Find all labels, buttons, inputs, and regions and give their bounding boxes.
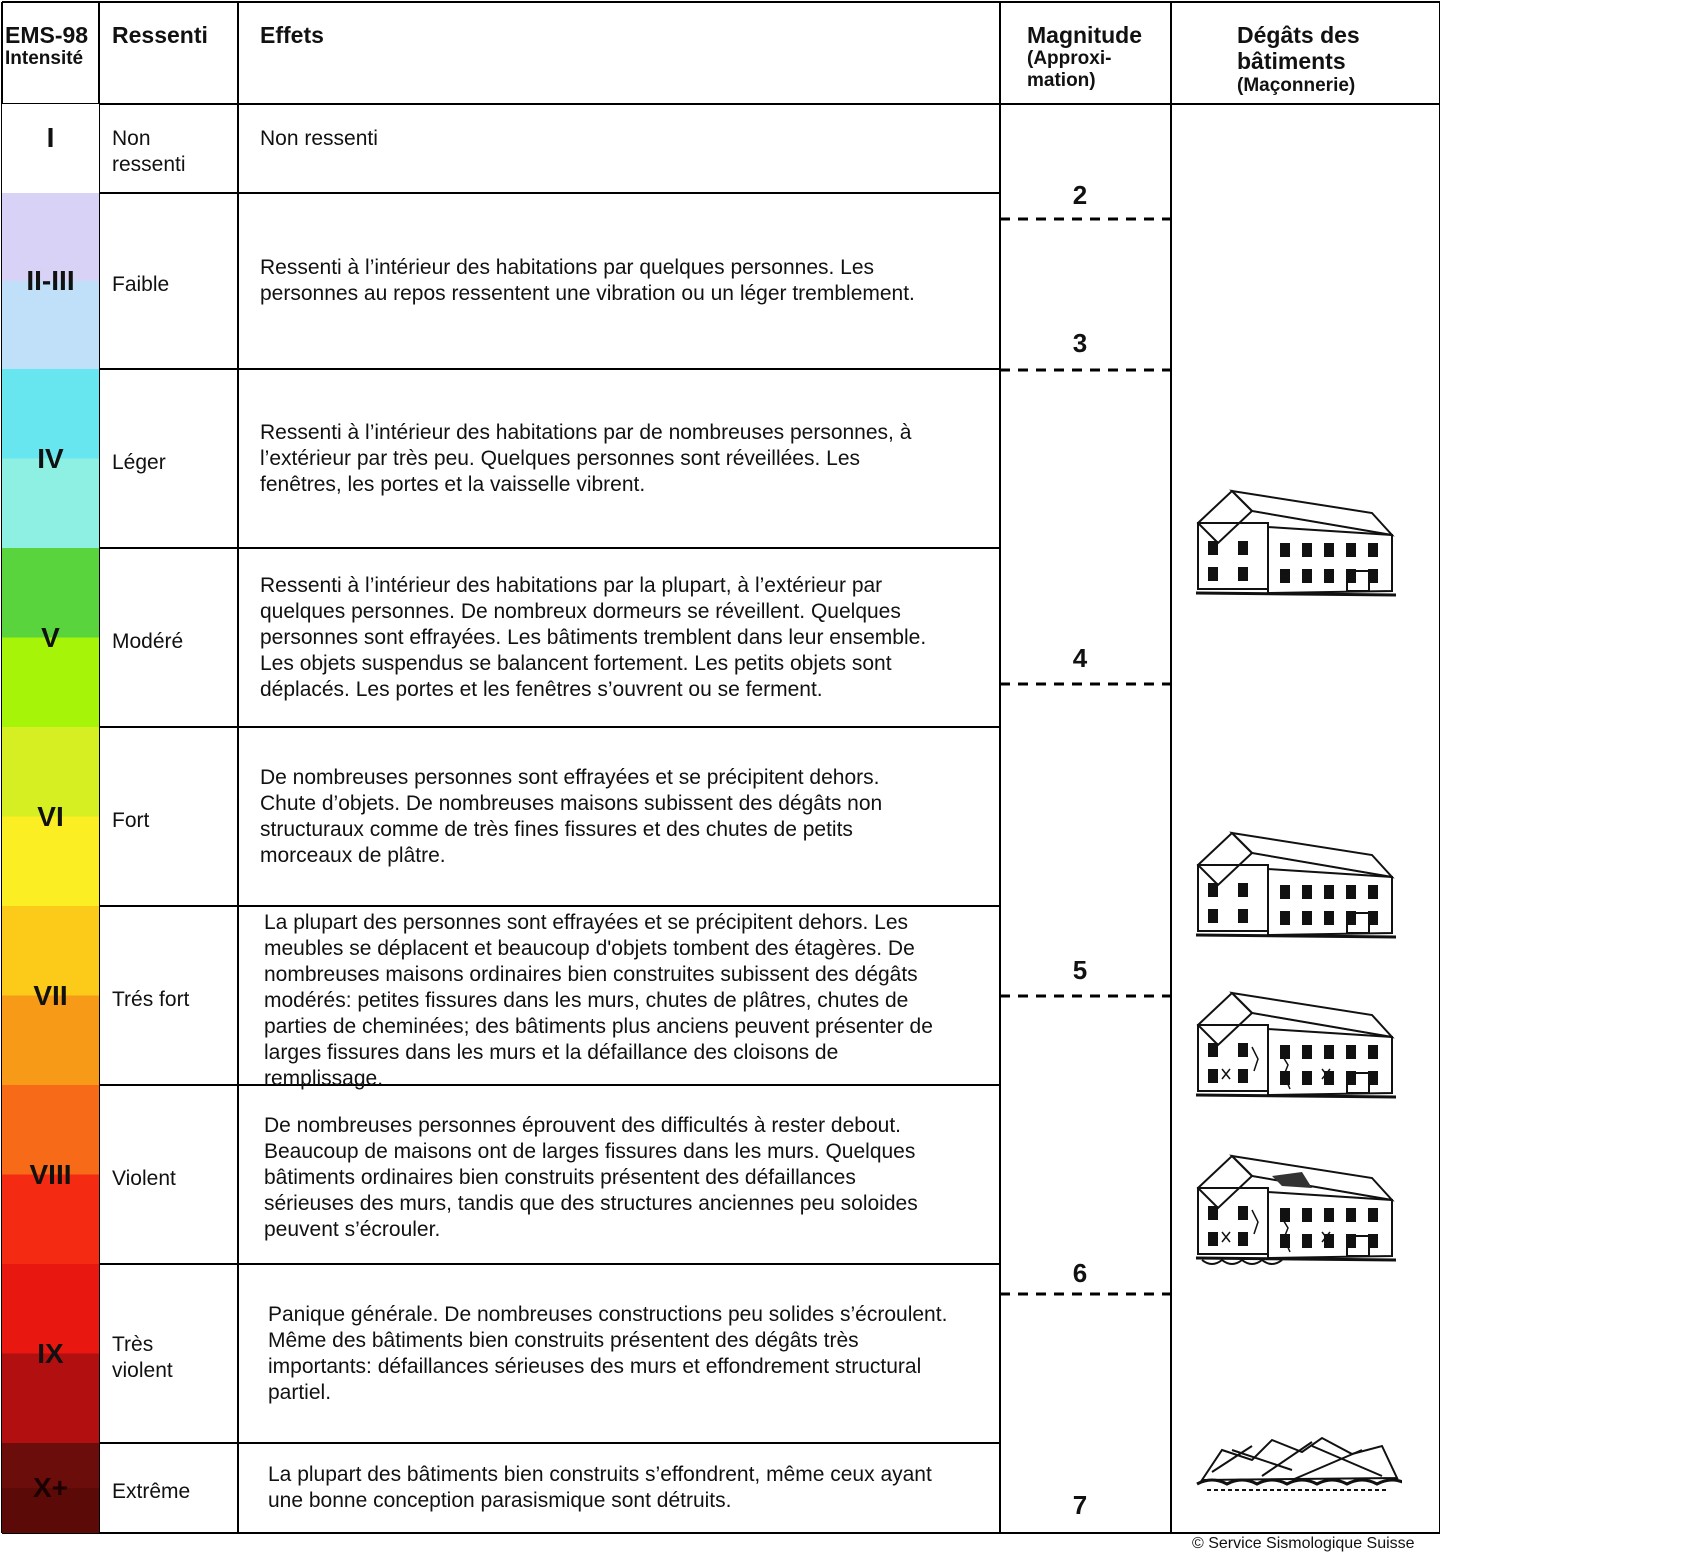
magnitude-value: 3: [1072, 328, 1088, 358]
magnitude-sub1: (Approxi-: [1027, 48, 1112, 70]
effects-line: bâtiments ordinaires bien construits présentent des défaillances: [264, 1166, 856, 1189]
effects-cell: [260, 765, 882, 869]
effects-line: Même des bâtiments bien construits présentent des dégâts très: [268, 1328, 859, 1352]
magnitude-sub2: mation): [1027, 70, 1096, 92]
effects-line: déplacés. Les portes et les fenêtres s’ouvrent ou se ferment.: [260, 677, 823, 701]
effects-line: structuraux comme de très fines fissures et des chutes de petits: [260, 817, 853, 841]
felt-line: Non: [112, 127, 151, 150]
effects-line: De nombreuses personnes sont effrayées et se précipitent dehors.: [260, 765, 880, 789]
magnitude-value: 4: [1072, 643, 1088, 673]
intensity-cell-viii: [2, 1085, 99, 1264]
effects-line: Panique générale. De nombreuses constructions peu solides s’écroulent.: [268, 1302, 948, 1326]
cracked-building-icon: [1192, 985, 1402, 1110]
effects-line: modérés: petites fissures dans les murs, chutes de plâtres, chutes de: [264, 989, 909, 1012]
header-scale: [5, 22, 88, 70]
felt-line: Modéré: [112, 629, 184, 653]
effects-cell: [268, 1302, 947, 1406]
magnitude-value: 5: [1072, 955, 1088, 985]
effects-cell: [260, 255, 915, 307]
intensity-label: X+: [32, 1472, 69, 1503]
effects-line: La plupart des personnes sont effrayées et se précipitent dehors. Les: [264, 911, 909, 934]
effects-line: Les objets suspendus se balancent fortement. Les petits objets sont: [260, 651, 892, 675]
damage-header: [1237, 22, 1360, 97]
magnitude-label: Magnitude: [1027, 22, 1142, 48]
magnitude-value: 7: [1072, 1490, 1088, 1520]
partially-collapsed-building-icon: [1192, 1148, 1402, 1273]
effects-line: quelques personnes. De nombreux dormeurs se réveillent. Quelques: [260, 599, 901, 623]
effects-header: Effets: [260, 22, 324, 48]
damage-label2: bâtiments: [1237, 48, 1346, 75]
felt-cell: [112, 272, 169, 298]
felt-line: Violent: [112, 1166, 176, 1190]
effects-line: Ressenti à l’intérieur des habitations par la plupart, à l’extérieur par: [260, 573, 883, 597]
felt-cell: [112, 1332, 173, 1384]
effects-line: sérieuses des murs, tandis que des structures anciennes peu soloides: [264, 1192, 918, 1215]
magnitude-header: [1027, 22, 1142, 92]
effects-cell: [268, 1462, 932, 1514]
effects-line: Non ressenti: [260, 127, 378, 150]
destroyed-building-icon: [1192, 1380, 1402, 1505]
felt-line: Extrême: [112, 1480, 191, 1503]
felt-cell: [112, 126, 186, 178]
felt-line: Fort: [112, 808, 150, 832]
intensity-cell-ix: [2, 1264, 99, 1443]
effects-line: peuvent s’écrouler.: [264, 1218, 441, 1241]
intensity-label: IV: [37, 442, 64, 474]
effects-line: De nombreuses personnes éprouvent des difficultés à rester debout.: [264, 1114, 901, 1137]
felt-line: violent: [112, 1358, 173, 1382]
effects-line: Ressenti à l’intérieur des habitations par de nombreuses personnes, à: [260, 420, 912, 444]
effects-line: personnes au repos ressentent une vibration ou un léger tremblement.: [260, 282, 915, 305]
effects-line: fenêtres, les portes et la vaisselle vibrent.: [260, 472, 646, 496]
felt-cell: [112, 629, 183, 655]
intensity-cell-ii-iii: [2, 193, 99, 369]
felt-cell: [112, 808, 149, 834]
effects-cell: [260, 126, 378, 152]
felt-line: ressenti: [112, 153, 186, 176]
effects-line: morceaux de plâtre.: [260, 843, 446, 867]
intensity-label: VII: [33, 979, 68, 1011]
intensity-label: II-III: [26, 265, 75, 296]
scale-label: EMS-98: [5, 22, 89, 48]
effects-line: nombreuses maisons ordinaires bien construites subissent des dégâts: [264, 963, 918, 986]
effects-line: larges fissures dans les murs et la défaillance des cloisons de: [264, 1041, 839, 1064]
magnitude-value: 2: [1072, 180, 1088, 210]
intensity-cell-v: [2, 548, 99, 727]
intensity-label: Intensité: [5, 48, 84, 70]
felt-line: Faible: [112, 273, 170, 296]
effects-line: l’extérieur par très peu. Quelques personnes sont réveillées. Les: [260, 446, 860, 470]
effects-cell: [264, 910, 933, 1092]
damage-sub: (Maçonnerie): [1237, 74, 1356, 96]
felt-cell: [112, 1166, 176, 1192]
effects-line: Ressenti à l’intérieur des habitations par quelques personnes. Les: [260, 256, 875, 279]
effects-cell: [264, 1113, 918, 1243]
intensity-label: IX: [37, 1337, 64, 1369]
damage-label1: Dégâts des: [1237, 22, 1360, 48]
effects-line: personnes sont effrayées. Les bâtiments tremblent dans leur ensemble.: [260, 625, 927, 649]
slightly-damaged-building-icon: [1192, 825, 1402, 950]
intensity-cell-iv: [2, 369, 99, 548]
effects-line: Chute d’objets. De nombreuses maisons subissent des dégâts non: [260, 791, 883, 815]
effects-line: remplissage.: [264, 1067, 384, 1090]
intensity-cell-vi: [2, 727, 99, 906]
felt-cell: [112, 450, 166, 476]
copyright-footer: © Service Sismologique Suisse: [1192, 1535, 1415, 1552]
effects-line: meubles se déplacent et beaucoup d'objets tombent des étagères. De: [264, 937, 915, 960]
effects-line: une bonne conception parasismique sont détruits.: [268, 1489, 732, 1512]
felt-cell: [112, 1479, 190, 1505]
felt-header: Ressenti: [112, 22, 208, 48]
felt-line: Trés fort: [112, 987, 190, 1011]
intensity-cell-x+: [2, 1443, 99, 1533]
effects-line: Beaucoup de maisons ont de larges fissures dans les murs. Quelques: [264, 1140, 916, 1163]
felt-cell: [112, 987, 189, 1013]
felt-line: Très: [112, 1332, 154, 1356]
intensity-cell-vii: [2, 906, 99, 1085]
effects-line: La plupart des bâtiments bien construits s’effondrent, même ceux ayant: [268, 1463, 932, 1486]
intensity-cell-i: [2, 104, 99, 193]
effects-line: importants: défaillances sérieuses des murs et effondrement structural: [268, 1354, 922, 1378]
effects-line: parties de cheminées; des bâtiments plus anciens peuvent présenter de: [264, 1015, 933, 1038]
effects-cell: [260, 573, 926, 703]
effects-line: partiel.: [268, 1380, 332, 1404]
felt-line: Léger: [112, 450, 166, 474]
intensity-label: VIII: [29, 1158, 72, 1190]
intensity-label: VI: [37, 800, 64, 832]
intensity-label: V: [41, 621, 60, 653]
intact-building-icon: [1192, 483, 1402, 608]
intensity-label: I: [46, 122, 55, 153]
magnitude-value: 6: [1072, 1258, 1088, 1288]
effects-cell: [260, 420, 911, 498]
